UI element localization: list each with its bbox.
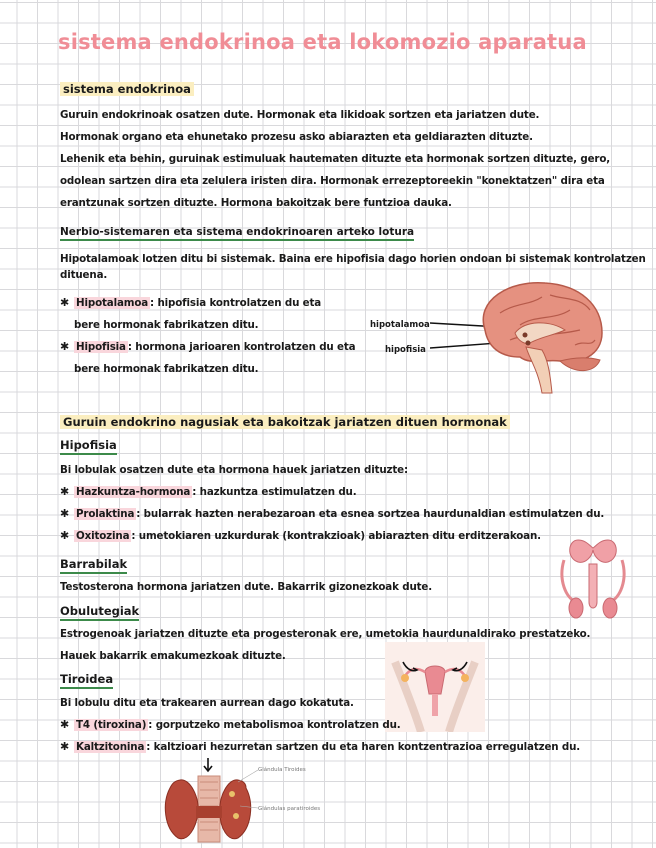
paragraph-line: dituena. <box>60 269 108 281</box>
list-item <box>60 736 580 758</box>
paragraph-line: Hauek bakarrik emakumezkoak dituzte. <box>60 650 286 662</box>
brain-illustration <box>430 275 610 400</box>
list-item <box>60 503 604 525</box>
bullet-term: T4 (tiroxina) <box>76 719 147 731</box>
paragraph-line: Hormonak organo eta ehunetako prozesu asko abiarazten eta geldiarazten dituzte. <box>60 131 533 143</box>
paragraph-line: Bi lobulu ditu eta trakearen aurrean dago kokatuta. <box>60 697 354 709</box>
bullet-text: : hazkuntza estimulatzen du. <box>192 486 357 498</box>
section-heading-glands <box>60 415 510 429</box>
star-icon: ✱ <box>60 507 70 520</box>
bullet-continuation: bere hormonak fabrikatzen ditu. <box>74 319 259 331</box>
bullet-text: : gorputzeko metabolismoa kontrolatzen du. <box>148 719 401 731</box>
section-heading-endocrine <box>60 82 194 96</box>
tiroidea-body <box>60 692 580 758</box>
paragraph-line: Guruin endokrinoak osatzen dute. Hormonak eta likidoak sortzen eta jariatzen dute. <box>60 109 540 121</box>
paragraph-line: Hipotalamoak lotzen ditu bi sistemak. Baina ere hipofisia dago horien ondoan bi sistemak kontrolatzen <box>60 253 646 265</box>
list-item <box>60 714 580 736</box>
obulutegiak-body <box>60 623 590 667</box>
paragraph-line: Lehenik eta behin, guruinak estimuluak hautematen dituzte eta hormonak sortzen dituzte, gero, <box>60 153 611 165</box>
star-icon: ✱ <box>60 718 70 731</box>
list-item <box>60 336 355 358</box>
star-icon: ✱ <box>60 529 70 542</box>
bullet-term: Prolaktina <box>76 508 135 520</box>
bullet-term: Hazkuntza-hormona <box>76 486 191 498</box>
section-endocrine-body <box>60 104 610 214</box>
label-glandulas-paratiroides: Glándulas paratiroides <box>258 806 321 812</box>
bullet-text: : hormona jarioaren kontrolatzen du eta <box>127 341 356 353</box>
star-icon: ✱ <box>60 485 70 498</box>
list-item <box>60 525 604 547</box>
subheading-obulutegiak: Obulutegiak <box>60 604 139 621</box>
hipofisia-body <box>60 459 604 547</box>
bullet-text: : hipofisia kontrolatzen du eta <box>150 297 322 309</box>
list-item <box>60 292 355 314</box>
paragraph-line: erantzunak sortzen dituzte. Hormona bakoitzak bere funtzioa dauka. <box>60 197 452 209</box>
paragraph-line: Bi lobulak osatzen dute eta hormona hauek jariatzen dituzte: <box>60 464 408 476</box>
subheading-barrabilak: Barrabilak <box>60 557 127 574</box>
subheading-hipofisia: Hipofisia <box>60 438 117 455</box>
bullet-continuation: bere hormonak fabrikatzen ditu. <box>74 363 259 375</box>
bullet-term: Hipotalamoa <box>76 297 149 309</box>
label-hipofisia: hipofisia <box>385 345 426 355</box>
label-hipotalamoa: hipotalamoa <box>370 320 430 330</box>
bullet-text: : kaltzioari hezurretan sartzen du eta haren kontzentrazioa erregulatzen du. <box>146 741 581 753</box>
bullet-term: Kaltzitonina <box>76 741 145 753</box>
star-icon: ✱ <box>60 740 70 753</box>
bullet-text: : umetokiaren uzkurdurak (kontrakzioak) abiarazten ditu erditzerakoan. <box>131 530 541 542</box>
bullet-term: Hipofisia <box>76 341 126 353</box>
star-icon: ✱ <box>60 340 70 353</box>
subheading-tiroidea: Tiroidea <box>60 672 113 689</box>
page-title: sistema endokrinoa eta lokomozio aparatua <box>58 30 587 54</box>
label-glandula-tiroides: Glándula Tiroides <box>258 767 306 773</box>
section-heading-link: Nerbio-sistemaren eta sistema endokrinoaren arteko lotura <box>60 226 414 241</box>
barrabilak-text: Testosterona hormona jariatzen dute. Bakarrik gizonezkoak dute. <box>60 581 432 593</box>
section-heading-endocrine-text: sistema endokrinoa <box>60 82 194 96</box>
star-icon: ✱ <box>60 296 70 309</box>
bullet-text: : bularrak hazten nerabezaroan eta esnea sortzea haurdunaldian estimulatzen du. <box>136 508 605 520</box>
bullet-term: Oxitozina <box>76 530 130 542</box>
bullet-list-link <box>60 292 355 380</box>
list-item <box>60 481 604 503</box>
paragraph-line: odolean sartzen dira eta zelulera iristen dira. Hormonak errezeptoreekin "konektatzen" dira eta <box>60 175 605 187</box>
male-reproductive-illustration <box>548 530 638 625</box>
paragraph-line: Estrogenoak jariatzen dituzte eta progesteronak ere, umetokia haurdunaldirako prestatzeko. <box>60 628 591 640</box>
section-heading-glands-text: Guruin endokrino nagusiak eta bakoitzak jariatzen dituen hormonak <box>60 415 510 429</box>
